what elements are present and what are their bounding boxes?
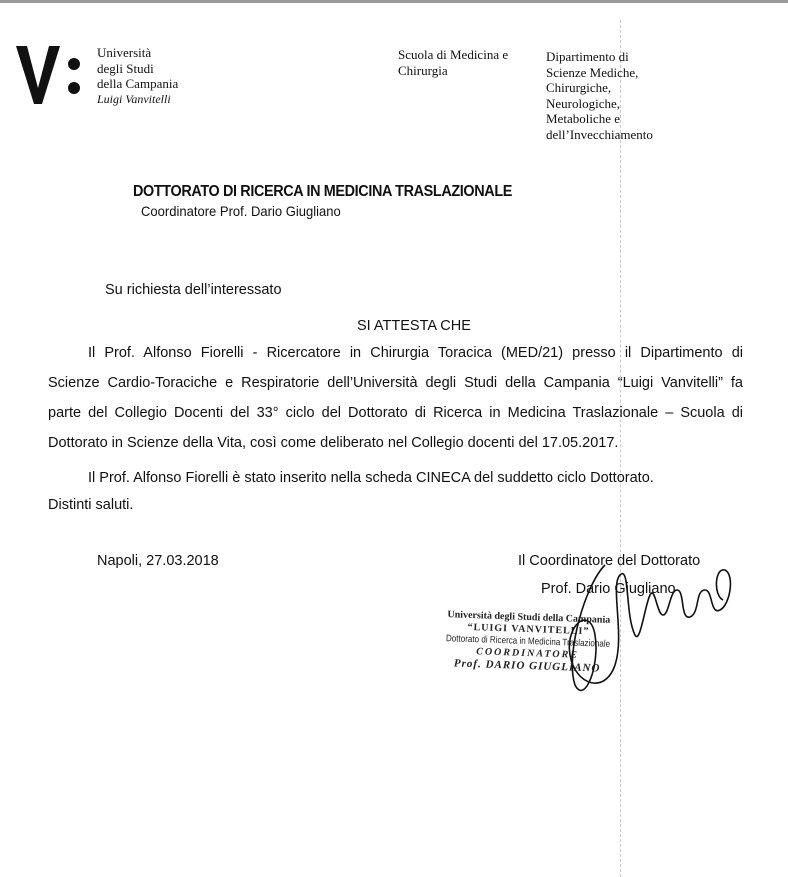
stamp-line: “LUIGI VANVITELLI” <box>467 621 590 638</box>
paragraph-line: Dottorato in Scienze della Vita, così come deliberato nel Collegio docenti del 17.05.2017. <box>48 435 619 451</box>
department-line: Scienze Mediche, <box>546 64 639 80</box>
university-line: degli Studi <box>97 60 154 76</box>
request-line: Su richiesta dell’interessato <box>105 282 282 298</box>
stamp-line: COORDINATORE <box>476 646 580 661</box>
coordinator-subtitle: Coordinatore Prof. Dario Giugliano <box>141 203 341 219</box>
department-line: Neurologiche, <box>546 95 621 111</box>
handwritten-signature <box>545 545 755 705</box>
signer-role: Il Coordinatore del Dottorato <box>518 553 701 569</box>
scan-fold-line <box>620 20 621 877</box>
university-line: Luigi Vanvitelli <box>97 91 171 106</box>
paragraph-2: Il Prof. Alfonso Fiorelli è stato inserito nella scheda CINECA del suddetto ciclo Dottorato. <box>88 470 654 486</box>
scan-top-edge <box>0 0 788 3</box>
closing: Distinti saluti. <box>48 497 134 513</box>
stamp-line: Università degli Studi della Campania <box>447 609 611 626</box>
school-line: Chirurgia <box>398 62 448 78</box>
department-line: Metaboliche e <box>546 111 620 126</box>
department-line: dell’Invecchiamento <box>546 126 653 142</box>
paragraph-line: Il Prof. Alfonso Fiorelli - Ricercatore in Chirurgia Toracica (MED/21) presso il Dipartimento di <box>88 345 743 361</box>
place-date: Napoli, 27.03.2018 <box>97 553 219 569</box>
school-line: Scuola di Medicina e <box>398 47 509 62</box>
stamp-line: Dottorato di Ricerca in Medicina Traslazionale <box>445 633 611 650</box>
department-name <box>546 49 653 142</box>
paragraph-line: parte del Collegio Docenti del 33° ciclo del Dottorato di Ricerca in Medicina Traslazionale – Scuola di <box>48 405 743 421</box>
stamp-line: Prof. DARIO GIUGLIANO <box>453 657 601 675</box>
university-line: Università <box>97 45 152 60</box>
university-logo <box>16 44 86 106</box>
doctorate-title: DOTTORATO DI RICERCA IN MEDICINA TRASLAZIONALE <box>133 183 513 200</box>
school-name <box>398 47 508 78</box>
attest-heading: SI ATTESTA CHE <box>357 318 471 334</box>
department-line: Dipartimento di <box>546 49 629 64</box>
signer-name: Prof. Dario Giugliano <box>541 581 676 597</box>
university-line: della Campania <box>97 76 179 91</box>
department-line: Chirurgiche, <box>546 80 612 95</box>
university-name <box>97 45 178 107</box>
paragraph-line: Scienze Cardio-Toraciche e Respiratorie dell’Università degli Studi della Campania “Luigi Vanvitelli” fa <box>48 375 743 391</box>
